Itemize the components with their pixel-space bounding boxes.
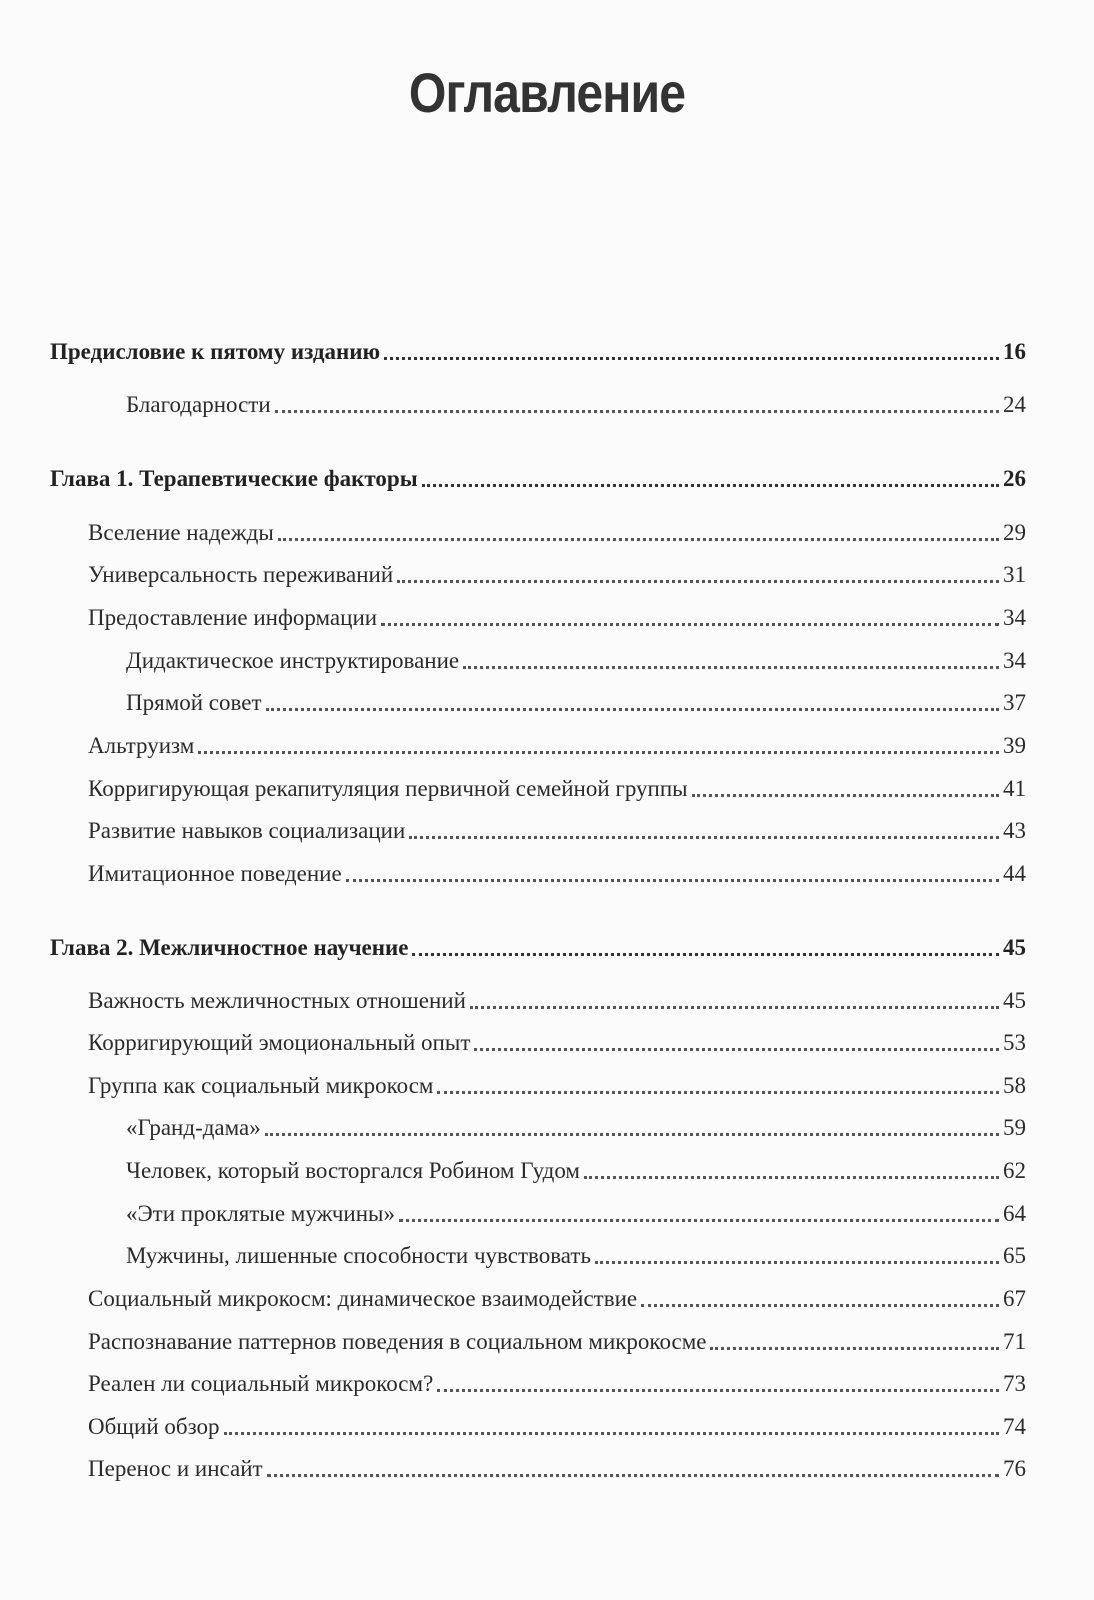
- toc-entry: [88, 1277, 1026, 1313]
- toc-leader-dots: [692, 794, 999, 797]
- toc-entry-page: 71: [1003, 1329, 1026, 1354]
- toc-entry-title: Реален ли социальный микрокосм?: [88, 1371, 434, 1396]
- toc-entry: [88, 979, 1026, 1015]
- toc-leader-dots: [437, 1389, 999, 1392]
- toc-entry: [126, 1149, 1026, 1185]
- toc-leader-dots: [412, 953, 999, 956]
- toc-entry-page: 64: [1003, 1201, 1026, 1226]
- toc-entry-title: Перенос и инсайт: [88, 1456, 263, 1481]
- toc-entry-page: 37: [1003, 690, 1026, 715]
- toc-entry-page: 41: [1003, 776, 1026, 801]
- toc-entry-title: Предоставление информации: [88, 605, 378, 630]
- toc-entry-page: 26: [1003, 466, 1026, 491]
- toc-entry-title: «Эти проклятые мужчины»: [126, 1201, 396, 1226]
- toc-entry-page: 45: [1003, 935, 1026, 960]
- page-title: Оглавление: [408, 61, 686, 124]
- toc-entry-title: Благодарности: [126, 392, 271, 417]
- toc-leader-dots: [384, 357, 999, 360]
- toc-entry-title: Общий обзор: [88, 1414, 220, 1439]
- toc-entry-title: Человек, который восторгался Робином Гудом: [126, 1158, 580, 1183]
- toc-entry-page: 74: [1003, 1414, 1026, 1439]
- toc-entry-page: 16: [1003, 339, 1026, 364]
- toc-entry-title: Социальный микрокосм: динамическое взаимодействие: [88, 1286, 638, 1311]
- toc-entry-page: 24: [1003, 392, 1026, 417]
- toc-entry-page: 31: [1003, 562, 1026, 587]
- toc-leader-dots: [224, 1432, 999, 1435]
- toc-leader-dots: [437, 1091, 999, 1094]
- toc-entry-page: 53: [1003, 1030, 1026, 1055]
- toc-leader-dots: [198, 751, 999, 754]
- toc-entry-title: Развитие навыков социализации: [88, 818, 406, 843]
- toc-entry-title: Корригирующий эмоциональный опыт: [88, 1030, 471, 1055]
- toc-entry: [88, 852, 1026, 888]
- toc-entry-page: 76: [1003, 1456, 1026, 1481]
- toc-entry-page: 73: [1003, 1371, 1026, 1396]
- toc-entry-title: Глава 2. Межличностное научение: [50, 935, 409, 960]
- toc-entry-title: Распознавание паттернов поведения в социальном микрокосме: [88, 1329, 707, 1354]
- toc-entry-page: 43: [1003, 818, 1026, 843]
- toc-leader-dots: [463, 666, 999, 669]
- toc-entry: [50, 457, 1026, 493]
- toc-entry-page: 65: [1003, 1243, 1026, 1268]
- toc-leader-dots: [474, 1048, 999, 1051]
- toc-entry: [88, 1447, 1026, 1483]
- toc-entry: [88, 511, 1026, 547]
- toc-entry: [88, 724, 1026, 760]
- toc-entry: [126, 681, 1026, 717]
- toc-entry-title: Прямой совет: [126, 690, 262, 715]
- toc-entry-page: 62: [1003, 1158, 1026, 1183]
- toc-entry: [88, 1362, 1026, 1398]
- toc-entry-title: Имитационное поведение: [88, 861, 342, 886]
- toc-entry-page: 34: [1003, 648, 1026, 673]
- toc-entry-title: Универсальность переживаний: [88, 562, 394, 587]
- toc-entry: [88, 1320, 1026, 1356]
- toc-entry-title: «Гранд-дама»: [126, 1115, 261, 1140]
- toc-entry: [88, 767, 1026, 803]
- toc-entry-page: 39: [1003, 733, 1026, 758]
- toc-entry-title: Альтруизм: [88, 733, 195, 758]
- toc-entry: [50, 330, 1026, 366]
- toc-entry-title: Глава 1. Терапевтические факторы: [50, 466, 418, 491]
- toc-entry: [126, 1234, 1026, 1270]
- toc-leader-dots: [595, 1261, 999, 1264]
- toc-entry: [88, 1064, 1026, 1100]
- toc-entry-title: Вселение надежды: [88, 520, 274, 545]
- toc-entry-title: Мужчины, лишенные способности чувствовать: [126, 1243, 591, 1268]
- toc-leader-dots: [266, 708, 1000, 711]
- toc-leader-dots: [397, 580, 999, 583]
- toc-leader-dots: [381, 623, 999, 626]
- toc-leader-dots: [267, 1474, 999, 1477]
- toc-leader-dots: [399, 1219, 999, 1222]
- toc-entry: [88, 1405, 1026, 1441]
- toc-entry-title: Группа как социальный микрокосм: [88, 1073, 434, 1098]
- toc-leader-dots: [422, 484, 999, 487]
- toc-leader-dots: [641, 1304, 999, 1307]
- toc-entry-page: 58: [1003, 1073, 1026, 1098]
- toc-entry: [126, 383, 1026, 419]
- toc-entry-page: 59: [1003, 1115, 1026, 1140]
- toc-leader-dots: [278, 538, 999, 541]
- toc-entry-title: Важность межличностных отношений: [88, 988, 466, 1013]
- toc-entry-page: 29: [1003, 520, 1026, 545]
- toc-entry-title: Предисловие к пятому изданию: [50, 339, 381, 364]
- toc-entry: [126, 1106, 1026, 1142]
- toc-leader-dots: [346, 879, 999, 882]
- toc-leader-dots: [275, 410, 999, 413]
- toc-leader-dots: [710, 1347, 999, 1350]
- toc-leader-dots: [265, 1133, 999, 1136]
- toc-leader-dots: [470, 1006, 999, 1009]
- toc-entry-page: 34: [1003, 605, 1026, 630]
- toc-entry: [50, 926, 1026, 962]
- toc-entry-title: Дидактическое инструктирование: [126, 648, 460, 673]
- toc-entry: [126, 1192, 1026, 1228]
- toc-entry: [88, 553, 1026, 589]
- toc-entry: [88, 596, 1026, 632]
- toc-leader-dots: [409, 836, 999, 839]
- toc-entry: [126, 639, 1026, 675]
- toc-entry-page: 44: [1003, 861, 1026, 886]
- toc-entry: [88, 1021, 1026, 1057]
- toc-entry: [88, 809, 1026, 845]
- toc-entry-page: 67: [1003, 1286, 1026, 1311]
- toc-entry-title: Корригирующая рекапитуляция первичной семейной группы: [88, 776, 688, 801]
- toc-entry-page: 45: [1003, 988, 1026, 1013]
- toc-leader-dots: [584, 1176, 999, 1179]
